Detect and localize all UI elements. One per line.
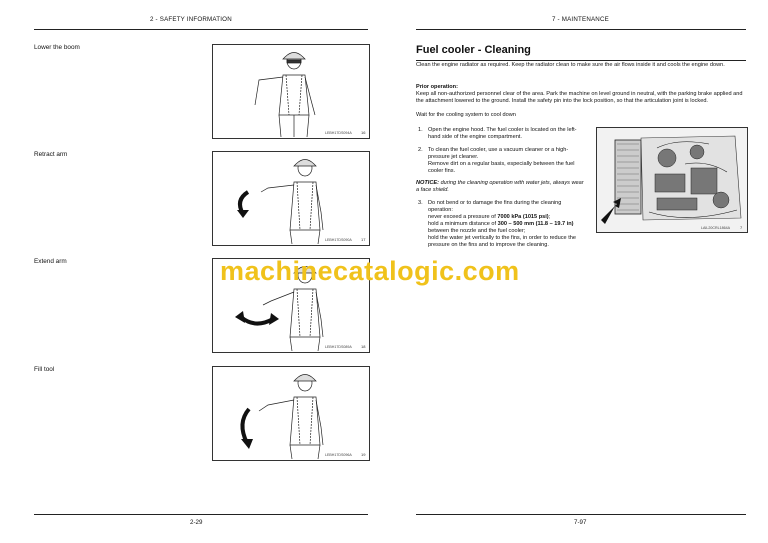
text-span: between the nozzle and the fuel cooler; bbox=[428, 228, 526, 234]
step-number: 1. bbox=[418, 127, 423, 133]
section-title: Fuel cooler - Cleaning bbox=[416, 44, 531, 56]
fuel-cooler-figure bbox=[596, 127, 748, 233]
watermark-text: machinecatalogic.com bbox=[220, 256, 520, 286]
step-3-line-b bbox=[428, 214, 586, 221]
step-3-text bbox=[428, 200, 586, 249]
figure-num: 19 bbox=[361, 452, 366, 457]
figure-ref: LAIL20CRL1864A bbox=[701, 226, 730, 230]
right-page-number: 7-97 bbox=[574, 519, 587, 526]
left-header-rule bbox=[34, 29, 368, 30]
step-3-line-c bbox=[428, 221, 586, 235]
signal-caption-retract-arm: Retract arm bbox=[34, 151, 68, 158]
figure-ref: LEBH17DS090A bbox=[325, 238, 352, 242]
right-footer-rule bbox=[416, 514, 746, 515]
curved-arrow-icon bbox=[241, 317, 273, 324]
figure-ref: LEBH17DS096A bbox=[325, 453, 352, 457]
intro-text: Clean the engine radiator as required. Keep the radiator clean to make sure the air flows inside it and cools the engine down. bbox=[416, 62, 725, 68]
figure-ref: LEBH17DS089A bbox=[325, 345, 352, 349]
distance-value: 300 – 500 mm (11.8 – 19.7 in) bbox=[497, 221, 574, 227]
curved-arrow-icon bbox=[242, 409, 249, 443]
notice-label: NOTICE: bbox=[416, 180, 439, 186]
step-3-line-a: Do not bend or to damage the fins during the cleaning operation: bbox=[428, 200, 562, 213]
left-page-number: 2-29 bbox=[190, 519, 203, 526]
prior-operation-text-2: Wait for the cooling system to cool down bbox=[416, 112, 516, 118]
signal-figure-fill-tool bbox=[212, 366, 370, 461]
prior-operation-text: Keep all non-authorized personnel clear of the area. Park the machine on level ground in neutral, with the parking brake applied and the attachment lowered to the ground. Install the safety pin into the lock position, so that the articulation joint is locked. bbox=[416, 91, 743, 104]
figure-ref: LEBH17DS094A bbox=[325, 131, 352, 135]
text-span: hold a minimum distance of bbox=[428, 221, 498, 227]
worker-signal-illustration bbox=[213, 45, 369, 138]
notice-body: during the cleaning operation with water jets, always wear a face shield. bbox=[416, 180, 584, 193]
step-1-text: Open the engine hood. The fuel cooler is located on the left-hand side of the engine compartment. bbox=[428, 127, 577, 140]
signal-caption-extend-arm: Extend arm bbox=[34, 258, 67, 265]
step-2-text: To clean the fuel cooler, use a vacuum cleaner or a high-pressure jet cleaner. bbox=[428, 147, 569, 160]
figure-num: 17 bbox=[361, 237, 366, 242]
step-number: 3. bbox=[418, 200, 423, 206]
figure-num: 16 bbox=[361, 130, 366, 135]
left-footer-rule bbox=[34, 514, 368, 515]
right-header-rule bbox=[416, 29, 746, 30]
text-span: ; bbox=[548, 214, 551, 220]
signal-figure-lower-boom bbox=[212, 44, 370, 139]
notice-text bbox=[416, 180, 586, 194]
signal-figure-retract-arm bbox=[212, 151, 370, 246]
step-2-text-2: Remove dirt on a regular basis, especially between the fuel cooler fins. bbox=[428, 161, 575, 174]
step-3-line-d: hold the water jet vertically to the fins, in order to reduce the pressure on the fins and to improve the cleaning. bbox=[428, 235, 577, 248]
pressure-value: 7000 kPa (1015 psi) bbox=[497, 214, 549, 220]
prior-operation-heading: Prior operation: bbox=[416, 84, 458, 90]
engine-compartment-illustration bbox=[597, 128, 747, 232]
figure-num: 18 bbox=[361, 344, 366, 349]
text-span: never exceed a pressure of bbox=[428, 214, 498, 220]
right-header: 7 - MAINTENANCE bbox=[552, 16, 609, 23]
figure-num: 7 bbox=[740, 225, 743, 230]
left-header: 2 - SAFETY INFORMATION bbox=[150, 16, 232, 23]
worker-signal-illustration bbox=[213, 367, 369, 460]
title-rule bbox=[416, 60, 746, 61]
step-number: 2. bbox=[418, 147, 423, 153]
signal-caption-lower-boom: Lower the boom bbox=[34, 44, 80, 51]
signal-caption-fill-tool: Fill tool bbox=[34, 366, 55, 373]
worker-signal-illustration bbox=[213, 152, 369, 245]
